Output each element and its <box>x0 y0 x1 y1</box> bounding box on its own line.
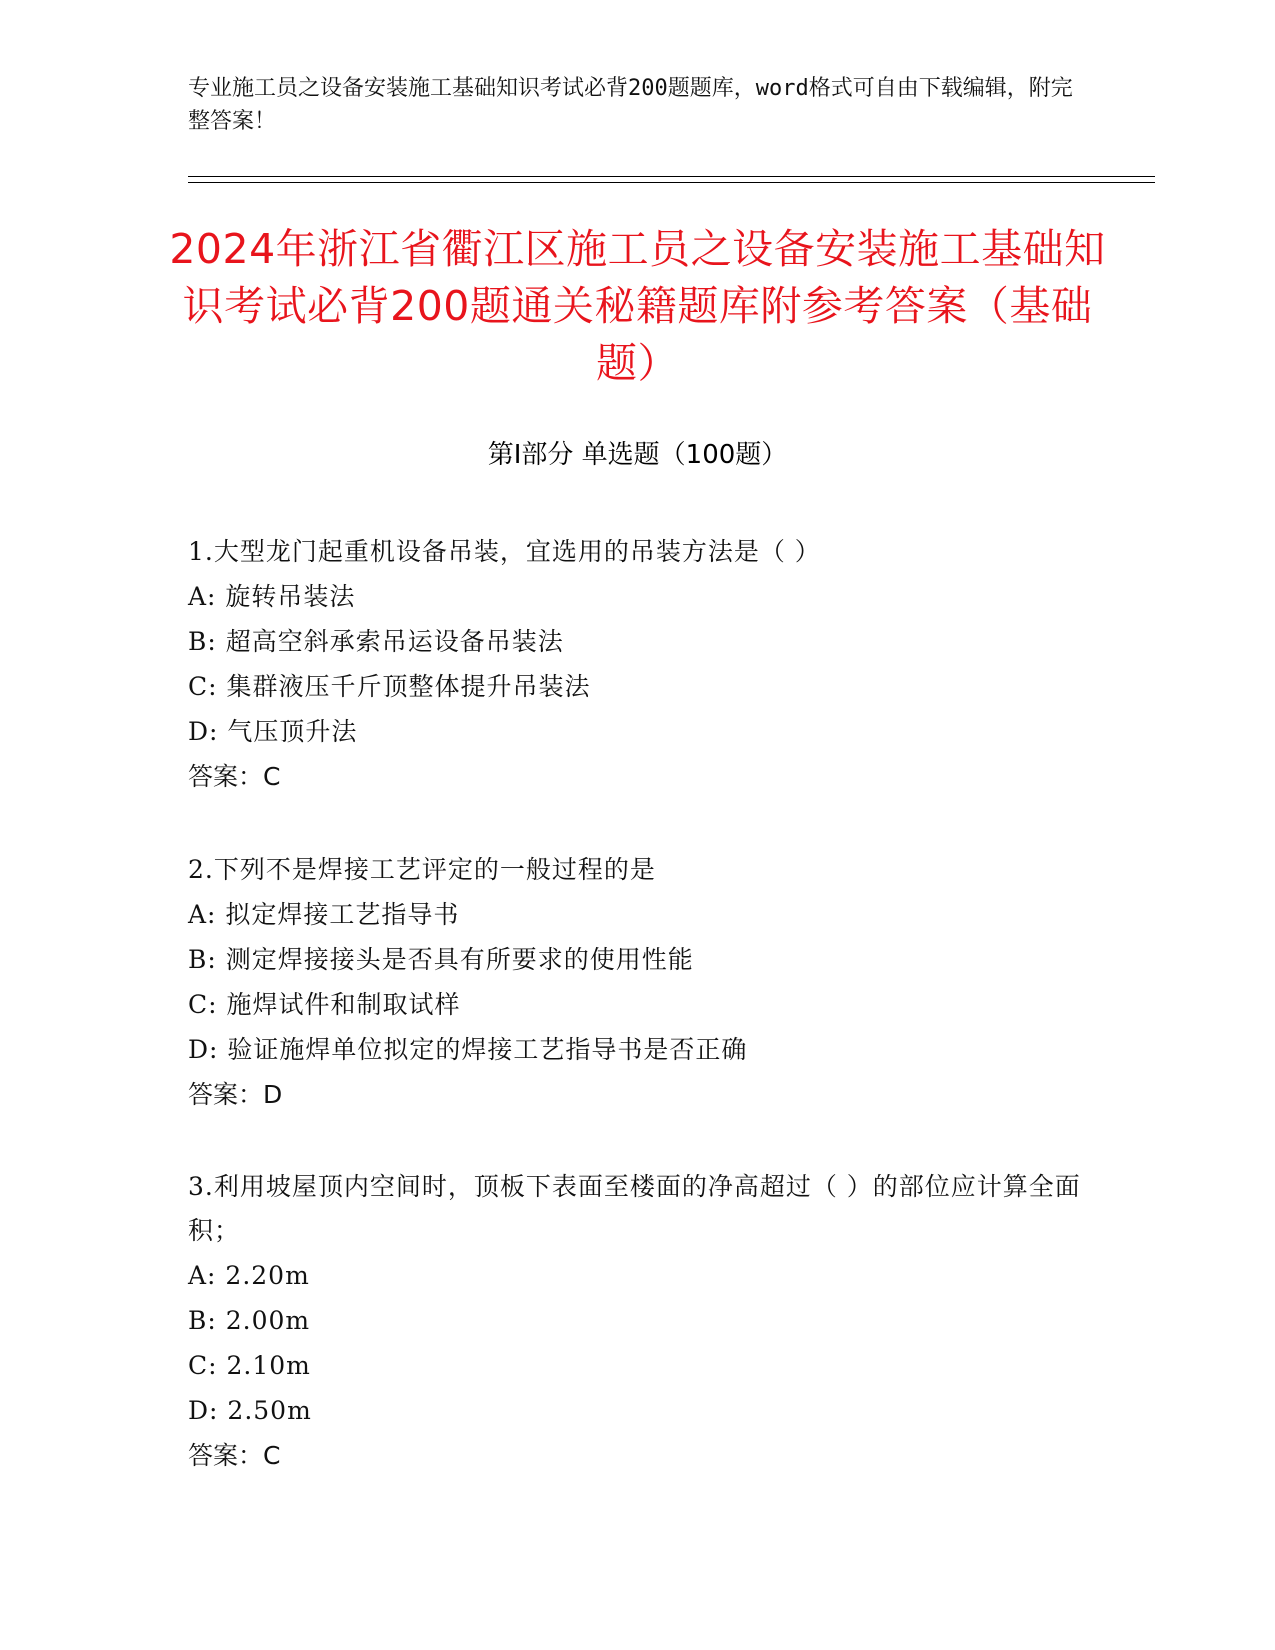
document-title: 2024年浙江省衢江区施工员之设备安装施工基础知识考试必背200题通关秘籍题库附参考答案（基础题） <box>169 225 1106 387</box>
option-c: C: 集群液压千斤顶整体提升吊装法 <box>188 672 591 701</box>
option-a: A: 拟定焊接工艺指导书 <box>188 900 460 929</box>
option-d: D: 验证施焊单位拟定的焊接工艺指导书是否正确 <box>188 1035 748 1064</box>
header-divider-top <box>188 176 1155 177</box>
option-a: A: 旋转吊装法 <box>188 582 356 611</box>
question-stem: 2.下列不是焊接工艺评定的一般过程的是 <box>188 855 656 884</box>
option-c: C: 施焊试件和制取试样 <box>188 990 461 1019</box>
answer-line: 答案：C <box>188 1441 281 1470</box>
question-2 <box>188 848 1088 1117</box>
option-b: B: 超高空斜承索吊运设备吊装法 <box>188 627 564 656</box>
option-d: D: 2.50m <box>188 1396 312 1425</box>
option-c: C: 2.10m <box>188 1351 311 1380</box>
header-divider-bottom <box>188 182 1155 183</box>
question-3 <box>188 1165 1088 1478</box>
header-note: 专业施工员之设备安装施工基础知识考试必背200题题库，word格式可自由下载编辑，附完整答案！ <box>188 76 1073 134</box>
answer-line: 答案：C <box>188 762 281 791</box>
option-d: D: 气压顶升法 <box>188 717 358 746</box>
option-b: B: 测定焊接接头是否具有所要求的使用性能 <box>188 945 694 974</box>
question-stem: 1.大型龙门起重机设备吊装，宜选用的吊装方法是（ ） <box>188 537 821 566</box>
section-heading: 第Ⅰ部分 单选题（100题） <box>487 440 788 470</box>
option-a: A: 2.20m <box>188 1261 310 1290</box>
question-1 <box>188 530 1088 799</box>
question-stem: 3.利用坡屋顶内空间时，顶板下表面至楼面的净高超过（ ）的部位应计算全面积； <box>188 1172 1081 1245</box>
option-b: B: 2.00m <box>188 1306 311 1335</box>
answer-line: 答案：D <box>188 1080 283 1109</box>
